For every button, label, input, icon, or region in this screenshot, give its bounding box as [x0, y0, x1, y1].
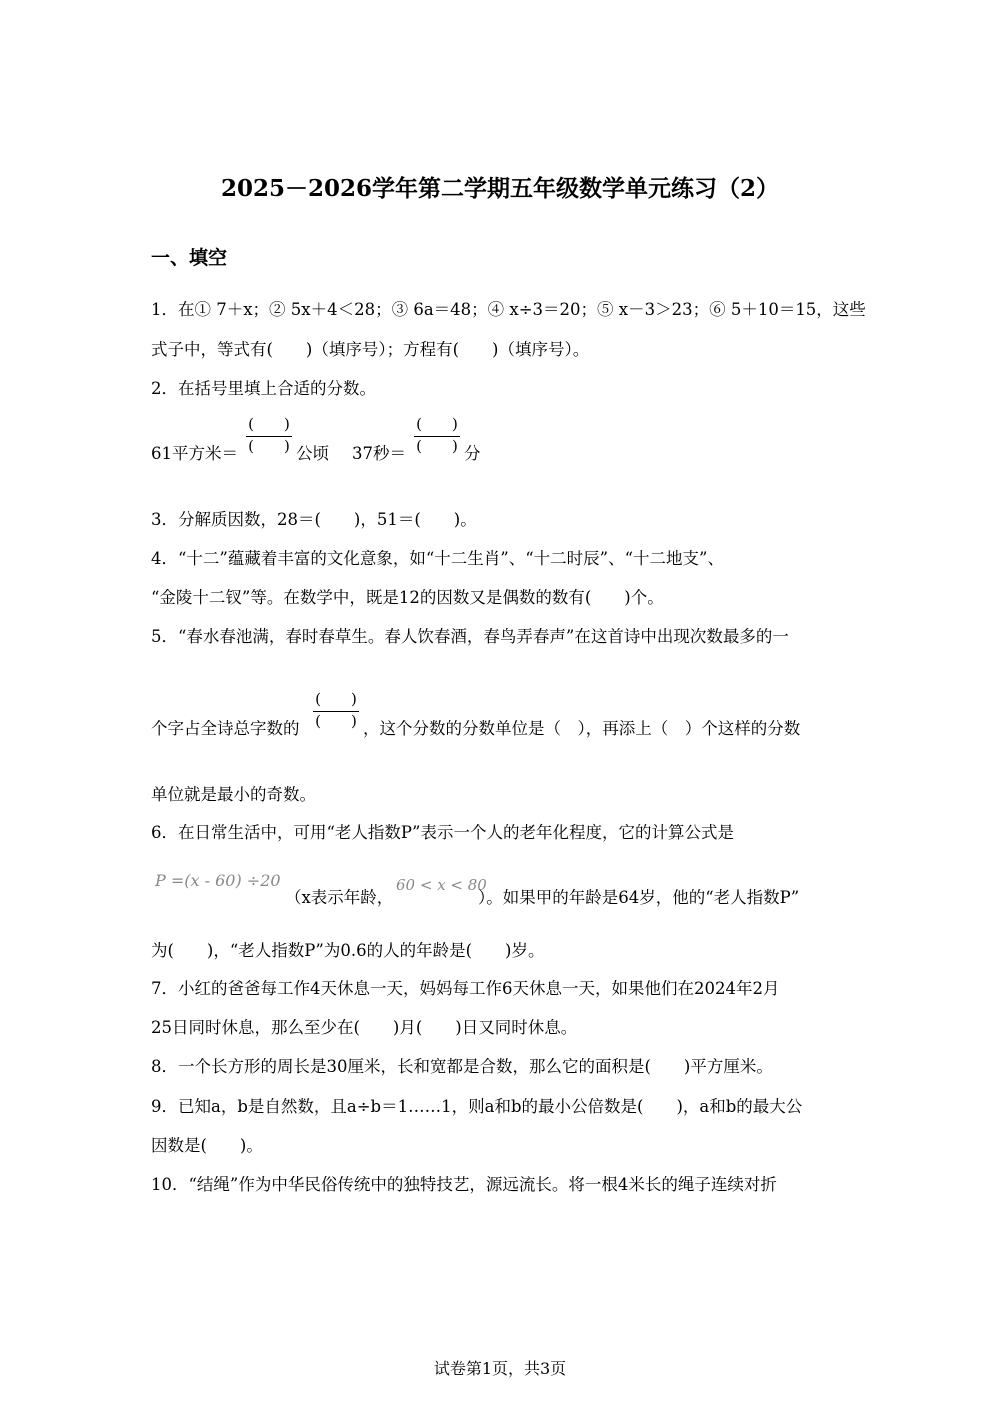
question-2-fraction-b — [414, 415, 460, 459]
question-1-line-1: 1．在① 7＋x；② 5x＋4＜28；③ 6a＝48；④ x÷3＝20；⑤ x－3＞23；⑥ 5＋10＝15，这些 — [151, 300, 866, 319]
question-9-line-2: 因数是( )。 — [151, 1136, 263, 1155]
question-5-line-2-suffix: ，这个分数的分数单位是（ ），再添上（ ）个这样的分数 — [363, 719, 801, 738]
question-4-line-1: 4．“十二”蕴藏着丰富的文化意象，如“十二生肖”、“十二时辰”、“十二地支”、 — [151, 549, 724, 568]
page-title: 2025－2026学年第二学期五年级数学单元练习（2） — [220, 175, 780, 202]
question-5-line-1: 5．“春水春池满，春时春草生。春人饮春酒，春鸟弄春声”在这首诗中出现次数最多的一 — [151, 627, 789, 646]
question-2-fraction-a — [246, 415, 292, 459]
formula-image-old-age-index: P =(x - 60) ÷20 — [155, 871, 281, 890]
question-6-line-3: 为( )，“老人指数P”为0.6的人的年龄是( )岁。 — [151, 941, 545, 960]
page-footer: 试卷第1页，共3页 — [433, 1359, 567, 1378]
fraction-denominator-blank: ( ) — [315, 712, 357, 730]
question-5-line-3: 单位就是最小的奇数。 — [151, 785, 316, 804]
question-1-line-2: 式子中，等式有( )（填序号）；方程有( )（填序号）。 — [151, 340, 590, 359]
question-7-line-1: 7．小红的爸爸每工作4天休息一天，妈妈每工作6天休息一天，如果他们在2024年2月 — [151, 979, 780, 998]
question-6-line-2-suffix: ）。如果甲的年龄是64岁，他的“老人指数P” — [478, 888, 800, 907]
question-2-line-1: 2．在括号里填上合适的分数。 — [151, 379, 376, 398]
question-2-part-a-prefix: 61平方米＝ — [151, 444, 238, 463]
fraction-numerator-blank: ( ) — [248, 415, 290, 433]
section-heading-fill-blank: 一、填空 — [151, 247, 228, 269]
question-2-part-b-unit: 分 — [464, 444, 481, 463]
question-6-line-1: 6．在日常生活中，可用“老人指数P”表示一个人的老年化程度，它的计算公式是 — [151, 823, 734, 842]
formula-image-age-range: 60 < x < 80 — [396, 876, 487, 894]
fraction-numerator-blank: ( ) — [416, 415, 458, 433]
question-8: 8．一个长方形的周长是30厘米，长和宽都是合数，那么它的面积是( )平方厘米。 — [151, 1057, 773, 1076]
question-5-fraction — [313, 690, 359, 734]
question-5-line-2-prefix: 个字占全诗总字数的 — [151, 719, 300, 738]
question-4-line-2: “金陵十二钗”等。在数学中，既是12的因数又是偶数的数有( )个。 — [151, 588, 664, 607]
question-9-line-1: 9．已知a，b是自然数，且a÷b＝1……1，则a和b的最小公倍数是( )，a和b的最大公 — [151, 1097, 803, 1116]
question-2-part-b-prefix: 37秒＝ — [352, 444, 406, 463]
fraction-denominator-blank: ( ) — [416, 437, 458, 455]
fraction-denominator-blank: ( ) — [248, 437, 290, 455]
question-2-part-a-unit: 公顷 — [296, 444, 329, 463]
fraction-numerator-blank: ( ) — [315, 690, 357, 708]
question-3: 3．分解质因数，28＝( )，51＝( )。 — [151, 510, 477, 529]
question-10: 10．“结绳”作为中华民俗传统中的独特技艺，源远流长。将一根4米长的绳子连续对折 — [151, 1175, 777, 1194]
question-6-line-2-mid: （x表示年龄， — [285, 888, 394, 907]
question-7-line-2: 25日同时休息，那么至少在( )月( )日又同时休息。 — [151, 1018, 578, 1037]
